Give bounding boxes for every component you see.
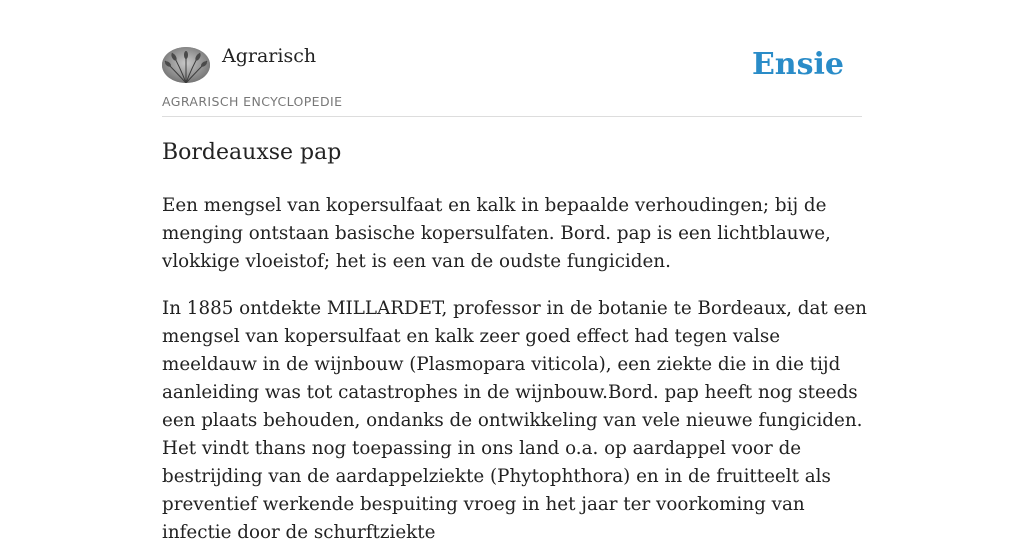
ensie-brand-link[interactable]: Ensie: [751, 47, 844, 82]
wheat-logo-icon[interactable]: [162, 47, 210, 83]
article-paragraph-2: In 1885 ontdekte MILLARDET, professor in de botanie te Bordeaux, dat een mengsel van kopersulfaat en kalk zeer goed effect had tegen valse meeldauw in de wijnbouw (Plasmopara viticola), een ziekte die in die tijd aanleiding was tot catastrophes in de wijnbouw.Bord. pap heeft nog steeds een plaats behouden, ondanks de ontwikkeling van vele nieuwe fungiciden. Het vindt thans nog toepassing in ons land o.a. op aardappel voor de bestrijding van de aardappelziekte (Phytophthora) en in de fruitteelt als preventief werkende bespuiting vroeg in het jaar ter voorkoming van infectie door de schurftziekte: [162, 298, 867, 543]
article-paragraph-1: Een mengsel van kopersulfaat en kalk in bepaalde verhoudingen; bij de menging ontstaan basische kopersulfaten. Bord. pap is een lichtblauwe, vlokkige vloeistof; het is een van de oudste fungiciden.: [162, 195, 831, 272]
article-title: Bordeauxse pap: [162, 140, 342, 165]
page-content: [162, 0, 867, 543]
source-header: [162, 0, 862, 117]
source-subtitle: AGRARISCH ENCYCLOPEDIE: [162, 94, 343, 109]
source-title[interactable]: Agrarisch: [222, 45, 317, 67]
